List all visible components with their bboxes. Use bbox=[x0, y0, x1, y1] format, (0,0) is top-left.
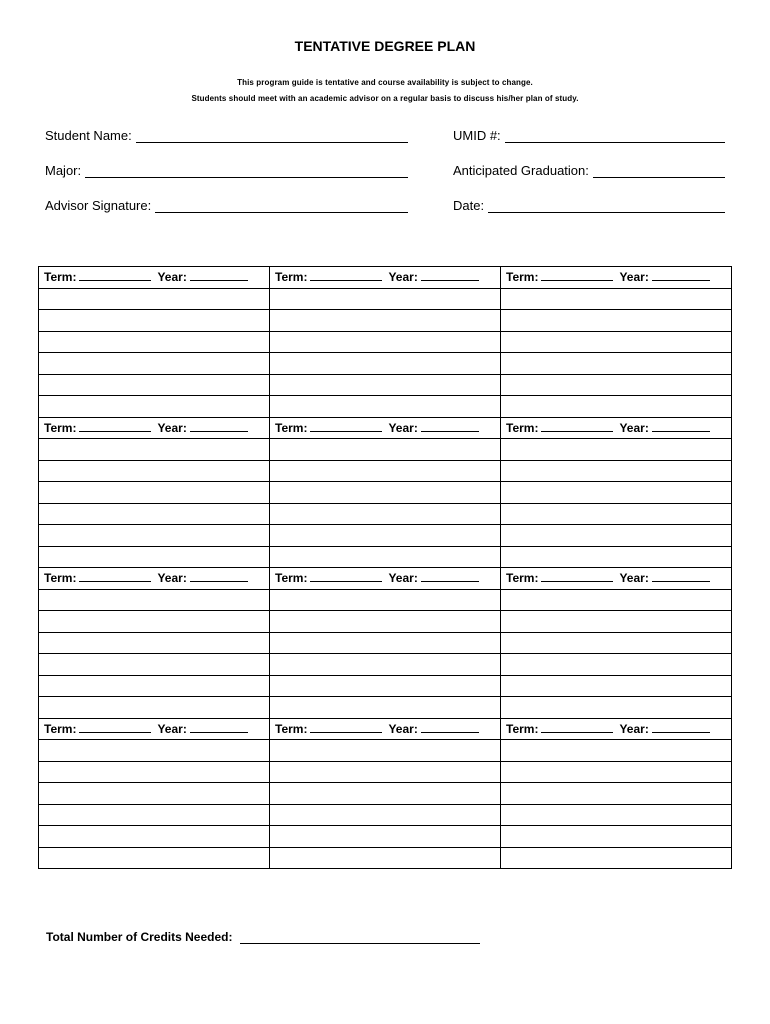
total-credits-input-line[interactable] bbox=[240, 932, 480, 944]
term-blank[interactable] bbox=[541, 270, 613, 281]
course-cell[interactable] bbox=[39, 525, 270, 547]
course-row bbox=[39, 697, 732, 719]
year-label: Year: bbox=[157, 571, 187, 586]
term-year-header bbox=[501, 267, 732, 289]
term-year-header bbox=[39, 718, 270, 740]
course-cell[interactable] bbox=[270, 482, 501, 504]
year-label: Year: bbox=[619, 721, 649, 736]
major-field[interactable] bbox=[45, 163, 408, 178]
year-label: Year: bbox=[388, 420, 418, 435]
year-blank[interactable] bbox=[652, 571, 710, 582]
umid-label: UMID #: bbox=[453, 128, 501, 143]
course-row bbox=[39, 847, 732, 869]
course-row bbox=[39, 589, 732, 611]
course-cell[interactable] bbox=[270, 740, 501, 762]
year-blank[interactable] bbox=[190, 571, 248, 582]
total-credits-field[interactable] bbox=[46, 930, 480, 944]
course-cell[interactable] bbox=[270, 826, 501, 848]
course-cell[interactable] bbox=[270, 546, 501, 568]
date-input-line[interactable] bbox=[488, 200, 725, 213]
page-title: TENTATIVE DEGREE PLAN bbox=[294, 38, 476, 54]
course-cell[interactable] bbox=[270, 632, 501, 654]
anticipated-graduation-input-line[interactable] bbox=[593, 165, 725, 178]
course-cell[interactable] bbox=[270, 396, 501, 418]
subtitle-line-2: Students should meet with an academic advisor on a regular basis to discuss his/her plan of study. bbox=[191, 94, 579, 103]
course-cell[interactable] bbox=[39, 826, 270, 848]
course-cell[interactable] bbox=[501, 589, 732, 611]
course-cell[interactable] bbox=[39, 589, 270, 611]
year-label: Year: bbox=[619, 571, 649, 586]
course-cell[interactable] bbox=[39, 503, 270, 525]
course-cell[interactable] bbox=[39, 847, 270, 869]
course-row bbox=[39, 761, 732, 783]
year-label: Year: bbox=[388, 571, 418, 586]
term-year-header bbox=[270, 718, 501, 740]
course-cell[interactable] bbox=[39, 288, 270, 310]
advisor-signature-label: Advisor Signature: bbox=[45, 198, 152, 213]
term-year-header bbox=[501, 568, 732, 590]
course-cell[interactable] bbox=[39, 546, 270, 568]
umid-input-line[interactable] bbox=[505, 130, 725, 143]
term-label: Term: bbox=[44, 721, 77, 736]
course-cell[interactable] bbox=[270, 611, 501, 633]
date-label: Date: bbox=[453, 198, 485, 213]
term-year-header bbox=[501, 417, 732, 439]
year-blank[interactable] bbox=[652, 722, 710, 733]
course-cell[interactable] bbox=[501, 396, 732, 418]
anticipated-graduation-field[interactable] bbox=[453, 163, 725, 178]
course-cell[interactable] bbox=[501, 783, 732, 805]
course-row bbox=[39, 374, 732, 396]
course-row bbox=[39, 546, 732, 568]
term-header-row bbox=[39, 568, 732, 590]
term-header-row bbox=[39, 267, 732, 289]
term-label: Term: bbox=[275, 420, 308, 435]
course-cell[interactable] bbox=[501, 460, 732, 482]
advisor-signature-field[interactable] bbox=[45, 198, 408, 213]
course-row bbox=[39, 331, 732, 353]
term-header-row bbox=[39, 417, 732, 439]
year-blank[interactable] bbox=[652, 421, 710, 432]
course-cell[interactable] bbox=[501, 740, 732, 762]
year-blank[interactable] bbox=[652, 270, 710, 281]
course-cell[interactable] bbox=[501, 439, 732, 461]
subtitle-line-1: This program guide is tentative and course availability is subject to change. bbox=[237, 78, 533, 87]
term-year-header bbox=[270, 267, 501, 289]
course-cell[interactable] bbox=[270, 439, 501, 461]
course-row bbox=[39, 460, 732, 482]
year-label: Year: bbox=[619, 270, 649, 285]
term-year-header bbox=[501, 718, 732, 740]
term-year-header bbox=[270, 568, 501, 590]
course-cell[interactable] bbox=[39, 310, 270, 332]
course-cell[interactable] bbox=[39, 697, 270, 719]
term-header-row bbox=[39, 718, 732, 740]
course-cell[interactable] bbox=[270, 331, 501, 353]
term-blank[interactable] bbox=[541, 571, 613, 582]
year-blank[interactable] bbox=[421, 421, 479, 432]
course-cell[interactable] bbox=[501, 675, 732, 697]
year-label: Year: bbox=[388, 270, 418, 285]
year-label: Year: bbox=[619, 420, 649, 435]
degree-plan-table bbox=[38, 266, 732, 869]
course-cell[interactable] bbox=[501, 804, 732, 826]
course-cell[interactable] bbox=[39, 439, 270, 461]
term-label: Term: bbox=[506, 270, 539, 285]
year-label: Year: bbox=[157, 721, 187, 736]
course-cell[interactable] bbox=[270, 525, 501, 547]
course-cell[interactable] bbox=[501, 288, 732, 310]
term-blank[interactable] bbox=[541, 722, 613, 733]
course-cell[interactable] bbox=[501, 310, 732, 332]
student-name-field[interactable] bbox=[45, 128, 408, 143]
term-blank[interactable] bbox=[541, 421, 613, 432]
term-label: Term: bbox=[275, 721, 308, 736]
course-row bbox=[39, 439, 732, 461]
year-blank[interactable] bbox=[421, 722, 479, 733]
course-cell[interactable] bbox=[501, 525, 732, 547]
course-cell[interactable] bbox=[501, 503, 732, 525]
course-cell[interactable] bbox=[270, 804, 501, 826]
course-cell[interactable] bbox=[270, 288, 501, 310]
course-cell[interactable] bbox=[270, 589, 501, 611]
course-row bbox=[39, 310, 732, 332]
course-cell[interactable] bbox=[39, 482, 270, 504]
umid-field[interactable] bbox=[453, 128, 725, 143]
year-label: Year: bbox=[388, 721, 418, 736]
term-year-header bbox=[39, 568, 270, 590]
course-cell[interactable] bbox=[501, 632, 732, 654]
course-cell[interactable] bbox=[39, 675, 270, 697]
course-cell[interactable] bbox=[270, 460, 501, 482]
term-label: Term: bbox=[44, 571, 77, 586]
course-cell[interactable] bbox=[39, 804, 270, 826]
term-year-header bbox=[270, 417, 501, 439]
course-row bbox=[39, 396, 732, 418]
course-cell[interactable] bbox=[39, 353, 270, 375]
term-label: Term: bbox=[275, 270, 308, 285]
course-cell[interactable] bbox=[39, 460, 270, 482]
course-cell[interactable] bbox=[39, 761, 270, 783]
total-credits-label: Total Number of Credits Needed: bbox=[46, 930, 233, 944]
course-cell[interactable] bbox=[270, 783, 501, 805]
student-name-input-line[interactable] bbox=[136, 130, 408, 143]
year-label: Year: bbox=[157, 420, 187, 435]
course-cell[interactable] bbox=[39, 374, 270, 396]
course-row bbox=[39, 353, 732, 375]
course-cell[interactable] bbox=[39, 632, 270, 654]
term-blank[interactable] bbox=[79, 571, 151, 582]
course-row bbox=[39, 288, 732, 310]
term-label: Term: bbox=[506, 571, 539, 586]
student-name-label: Student Name: bbox=[45, 128, 132, 143]
course-row bbox=[39, 611, 732, 633]
course-cell[interactable] bbox=[501, 611, 732, 633]
year-blank[interactable] bbox=[190, 421, 248, 432]
advisor-signature-input-line[interactable] bbox=[155, 200, 408, 213]
course-cell[interactable] bbox=[501, 826, 732, 848]
term-blank[interactable] bbox=[310, 571, 382, 582]
course-cell[interactable] bbox=[39, 740, 270, 762]
course-cell[interactable] bbox=[501, 482, 732, 504]
term-label: Term: bbox=[506, 420, 539, 435]
course-row bbox=[39, 804, 732, 826]
anticipated-graduation-label: Anticipated Graduation: bbox=[453, 163, 589, 178]
term-blank[interactable] bbox=[310, 270, 382, 281]
course-cell[interactable] bbox=[501, 331, 732, 353]
course-cell[interactable] bbox=[39, 396, 270, 418]
course-cell[interactable] bbox=[39, 654, 270, 676]
course-row bbox=[39, 632, 732, 654]
course-cell[interactable] bbox=[501, 374, 732, 396]
course-cell[interactable] bbox=[501, 353, 732, 375]
year-blank[interactable] bbox=[421, 270, 479, 281]
course-row bbox=[39, 783, 732, 805]
course-cell[interactable] bbox=[501, 847, 732, 869]
major-input-line[interactable] bbox=[85, 165, 408, 178]
term-label: Term: bbox=[506, 721, 539, 736]
term-blank[interactable] bbox=[79, 421, 151, 432]
term-label: Term: bbox=[44, 270, 77, 285]
course-cell[interactable] bbox=[501, 697, 732, 719]
course-row bbox=[39, 826, 732, 848]
term-blank[interactable] bbox=[79, 270, 151, 281]
term-year-header bbox=[39, 267, 270, 289]
course-cell[interactable] bbox=[270, 503, 501, 525]
course-cell[interactable] bbox=[270, 761, 501, 783]
year-blank[interactable] bbox=[190, 722, 248, 733]
course-cell[interactable] bbox=[270, 353, 501, 375]
course-cell[interactable] bbox=[501, 654, 732, 676]
course-row bbox=[39, 654, 732, 676]
term-blank[interactable] bbox=[310, 421, 382, 432]
major-label: Major: bbox=[45, 163, 82, 178]
course-cell[interactable] bbox=[39, 331, 270, 353]
date-field[interactable] bbox=[453, 198, 725, 213]
term-year-header bbox=[39, 417, 270, 439]
term-blank[interactable] bbox=[310, 722, 382, 733]
course-cell[interactable] bbox=[270, 310, 501, 332]
course-cell[interactable] bbox=[270, 654, 501, 676]
year-blank[interactable] bbox=[190, 270, 248, 281]
course-cell[interactable] bbox=[270, 697, 501, 719]
course-cell[interactable] bbox=[270, 675, 501, 697]
course-row bbox=[39, 525, 732, 547]
term-blank[interactable] bbox=[79, 722, 151, 733]
course-cell[interactable] bbox=[501, 546, 732, 568]
year-label: Year: bbox=[157, 270, 187, 285]
course-row bbox=[39, 482, 732, 504]
course-cell[interactable] bbox=[39, 611, 270, 633]
course-cell[interactable] bbox=[270, 847, 501, 869]
course-cell[interactable] bbox=[39, 783, 270, 805]
term-label: Term: bbox=[275, 571, 308, 586]
course-row bbox=[39, 675, 732, 697]
course-row bbox=[39, 740, 732, 762]
course-cell[interactable] bbox=[501, 761, 732, 783]
course-cell[interactable] bbox=[270, 374, 501, 396]
term-label: Term: bbox=[44, 420, 77, 435]
year-blank[interactable] bbox=[421, 571, 479, 582]
course-row bbox=[39, 503, 732, 525]
